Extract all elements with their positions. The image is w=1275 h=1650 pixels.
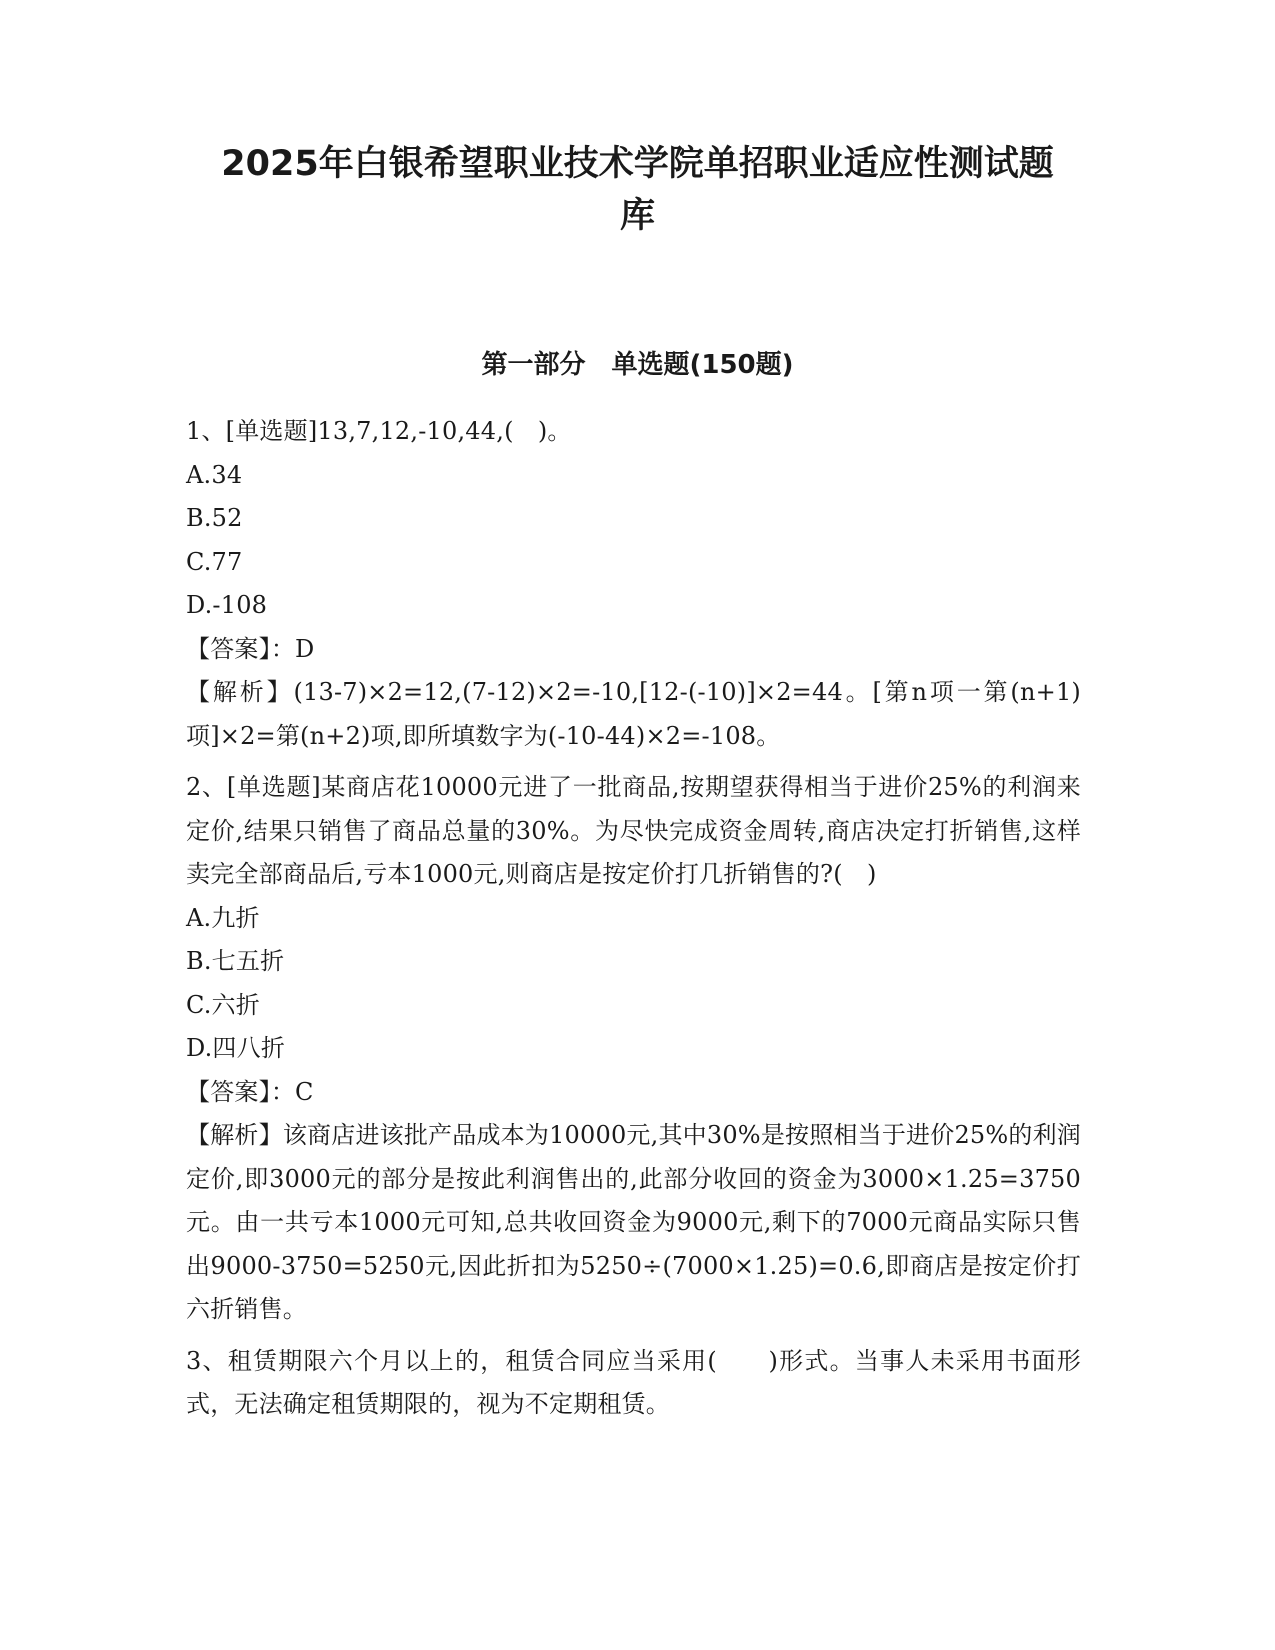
analysis-text: (13-7)×2=12,(7-12)×2=-10,[12-(-10)]×2=44。[第n项一第(n+1)项]×2=第(n+2)项,即所填数字为(-10-44)×2=-108。 (186, 678, 1081, 750)
question-3 (186, 1340, 1081, 1427)
option-c: C.77 (186, 547, 243, 576)
analysis-tag: 【解析】 (186, 678, 294, 706)
question-list (186, 410, 1081, 1435)
answer-line (186, 1071, 1081, 1115)
section-title: 第一部分 单选题(150题) (481, 350, 794, 380)
analysis-text: 该商店进该批产品成本为10000元,其中30%是按照相当于进价25%的利润定价,即3000元的部分是按此利润售出的,此部分收回的资金为3000×1.25=3750元。由一共亏本1000元可知,总共收回资金为9000元,剩下的7000元商品实际只售出9000-3750=5250元,因此折扣为5250÷(7000×1.25)=0.6,即商店是按定价打六折销售。 (186, 1121, 1081, 1323)
option-c: C.六折 (186, 990, 260, 1019)
option-b: B.52 (186, 504, 243, 532)
answer-value: ：D (270, 634, 315, 663)
question-stem: 3、租赁期限六个月以上的，租赁合同应当采用( )形式。当事人未采用书面形式，无法确定租赁期限的，视为不定期租赁。 (186, 1346, 1081, 1418)
answer-tag: 【答案】 (186, 1077, 271, 1106)
question-2 (186, 766, 1081, 1332)
document-title-line2: 库 (619, 196, 655, 236)
answer-value: ：C (270, 1077, 314, 1106)
analysis-tag: 【解析】 (186, 1121, 283, 1149)
analysis-line (186, 671, 1081, 758)
option-a: A.34 (186, 460, 243, 489)
question-stem: 2、[单选题]某商店花10000元进了一批商品,按期望获得相当于进价25%的利润来定价,结果只销售了商品总量的30%。为尽快完成资金周转,商店决定打折销售,这样卖完全部商品后,亏本1000元,则商店是按定价打几折销售的?( ) (186, 773, 1081, 888)
answer-tag: 【答案】 (186, 634, 271, 663)
analysis-line (186, 1114, 1081, 1332)
option-a: A.九折 (186, 903, 260, 932)
option-d: D.-108 (186, 591, 268, 619)
document-title-line1: 2025年白银希望职业技术学院单招职业适应性测试题 (221, 144, 1054, 184)
question-stem: 1、[单选题]13,7,12,-10,44,( )。 (186, 417, 572, 445)
option-b: B.七五折 (186, 947, 285, 975)
answer-line (186, 628, 1081, 672)
question-1 (186, 410, 1081, 758)
option-d: D.四八折 (186, 1034, 286, 1062)
